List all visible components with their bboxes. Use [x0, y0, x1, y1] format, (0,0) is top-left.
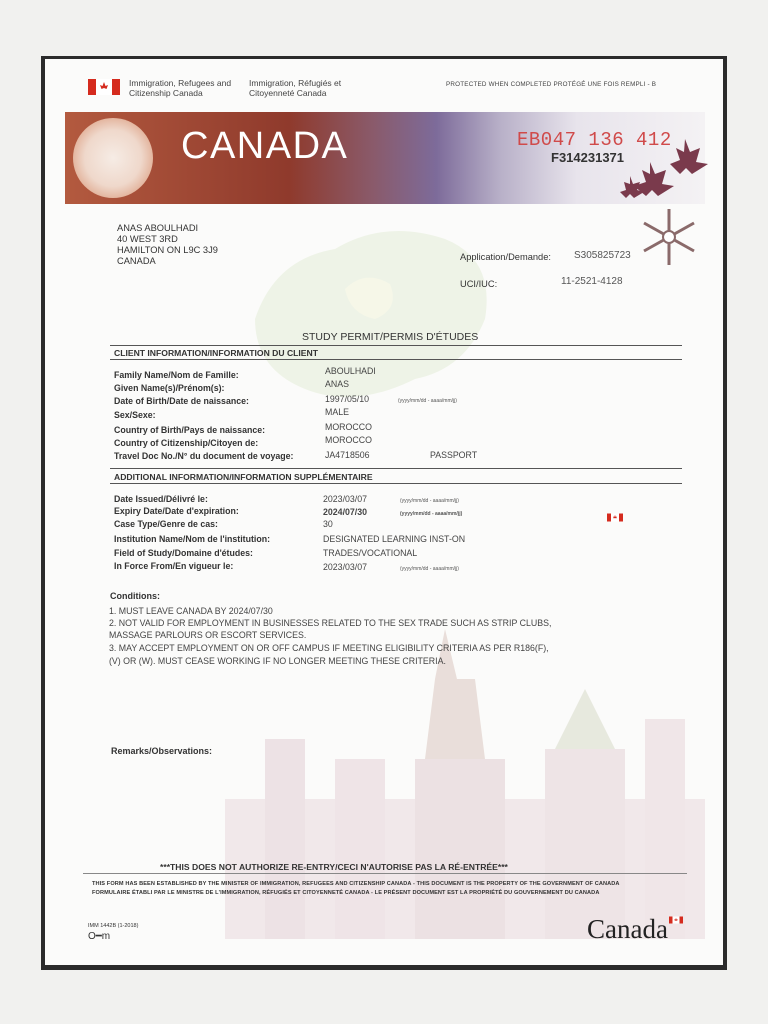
sex-value: MALE [325, 407, 349, 417]
date-format-hint: (yyyy/mm/dd - aaaa/mm/jj) [400, 566, 459, 572]
canada-map-watermark [215, 199, 515, 449]
condition-line: 3. MAY ACCEPT EMPLOYMENT ON OR OFF CAMPUS IF MEETING ELIGIBILITY CRITERIA AS PER R186(F), [109, 643, 549, 653]
permit-title: STUDY PERMIT/PERMIS D'ÉTUDES [302, 331, 479, 343]
field-label: Sex/Sexe: [114, 410, 156, 420]
date-format-hint: (yyyy/mm/dd - aaaa/mm/jj) [400, 511, 463, 517]
section-divider [110, 359, 682, 360]
canada-flag-icon [88, 79, 120, 95]
birth-country-value: MOROCCO [325, 422, 372, 432]
condition-line: 1. MUST LEAVE CANADA BY 2024/07/30 [109, 606, 273, 616]
serial-number: EB047 136 412 [517, 129, 672, 151]
birth-date-value: 1997/05/10 [325, 394, 370, 404]
field-label: Travel Doc No./N° du document de voyage: [114, 451, 294, 461]
uci-label: UCI/IUC: [460, 279, 498, 289]
department-name-fr: Immigration, Réfugiés et Citoyenneté Canada [249, 78, 342, 98]
section-divider [110, 345, 682, 346]
date-issued-value: 2023/03/07 [323, 494, 368, 504]
in-force-value: 2023/03/07 [323, 562, 368, 572]
client-section-title: CLIENT INFORMATION/INFORMATION DU CLIENT [114, 348, 318, 358]
field-label: In Force From/En vigueur le: [114, 561, 234, 571]
field-of-study-value: TRADES/VOCATIONAL [323, 548, 418, 558]
field-label: Date Issued/Délivré le: [114, 494, 208, 504]
protected-notice: PROTECTED WHEN COMPLETED PROTÉGÉ UNE FOIS REMPLI - B [446, 81, 657, 88]
maple-leaf-icon [620, 134, 710, 204]
condition-line: MASSAGE PARLOURS OR ESCORT SERVICES. [109, 630, 307, 640]
case-type-value: 30 [323, 519, 333, 529]
expiry-date-value: 2024/07/30 [323, 507, 368, 517]
field-label: Case Type/Genre de cas: [114, 519, 218, 529]
travel-doc-type: PASSPORT [430, 450, 478, 460]
application-label: Application/Demande: [460, 252, 551, 262]
field-label: Given Name(s)/Prénom(s): [114, 383, 225, 393]
date-format-hint: (yyyy/mm/dd - aaaa/mm/jj) [400, 498, 459, 504]
department-name-en: Immigration, Refugees and Citizenship Canada [129, 78, 232, 98]
field-label: Country of Birth/Pays de naissance: [114, 425, 266, 435]
condition-line: 2. NOT VALID FOR EMPLOYMENT IN BUSINESSES RELATED TO THE SEX TRADE SUCH AS STRIP CLUBS, [109, 618, 552, 628]
uci-number: 11-2521-4128 [561, 276, 623, 287]
field-label: Family Name/Nom de Famille: [114, 370, 239, 380]
condition-line: (V) OR (W). MUST CEASE WORKING IF NO LONGER MEETING THESE CRITERIA. [109, 656, 446, 666]
institution-value: DESIGNATED LEARNING INST-ON [323, 534, 466, 544]
date-format-hint: (yyyy/mm/dd - aaaa/mm/jj) [398, 398, 457, 404]
study-permit-document [45, 59, 723, 965]
key-icon: O━m [88, 931, 111, 942]
secondary-serial: F314231371 [551, 150, 625, 165]
mailing-address: ANAS ABOULHADI 40 WEST 3RD HAMILTON ON L9C 3J9 CANADA [117, 223, 218, 266]
citizenship-value: MOROCCO [325, 435, 372, 445]
conditions-title: Conditions: [110, 591, 160, 601]
field-label: Date of Birth/Date de naissance: [114, 396, 249, 406]
field-label: Field of Study/Domaine d'études: [114, 548, 253, 558]
travel-doc-value: JA4718506 [325, 450, 370, 460]
section-divider [110, 483, 682, 484]
canada-flag-icon [607, 513, 623, 522]
field-label: Country of Citizenship/Citoyen de: [114, 438, 259, 448]
reentry-notice: ***THIS DOES NOT AUTHORIZE RE-ENTRY/CECI N'AUTORISE PAS LA RÉ-ENTRÉE*** [160, 862, 508, 872]
additional-section-title: ADDITIONAL INFORMATION/INFORMATION SUPPLÉMENTAIRE [114, 472, 373, 482]
canada-wordmark: Canada [587, 914, 668, 944]
application-number: S305825723 [574, 250, 631, 261]
field-label: Expiry Date/Date d'expiration: [114, 506, 239, 516]
form-number: IMM 1442B (1-2018) [88, 923, 139, 929]
banner-title: CANADA [181, 125, 349, 167]
canada-flag-icon [669, 916, 683, 924]
rosette-emblem [73, 118, 153, 198]
given-name-value: ANAS [325, 379, 349, 389]
footer-line-en: THIS FORM HAS BEEN ESTABLISHED BY THE MINISTER OF IMMIGRATION, REFUGEES AND CITIZENSHIP CANADA - THIS DOCUMENT IS THE PROPERTY OF THE GOVERNMENT OF CANADA [92, 881, 620, 887]
remarks-label: Remarks/Observations: [111, 746, 213, 756]
field-label: Institution Name/Nom de l'institution: [114, 534, 271, 544]
footer-divider [83, 873, 687, 874]
footer-line-fr: FORMULAIRE ÉTABLI PAR LE MINISTRE DE L'IMMIGRATION, RÉFUGIÉS ET CITOYENNETÉ CANADA - LE PRÉSENT DOCUMENT EST LA PROPRIÉTÉ DU GOUVERNEMENT DU CANADA [92, 890, 600, 896]
security-snowflake-icon [639, 207, 699, 267]
family-name-value: ABOULHADI [325, 366, 376, 376]
section-divider [110, 468, 682, 469]
